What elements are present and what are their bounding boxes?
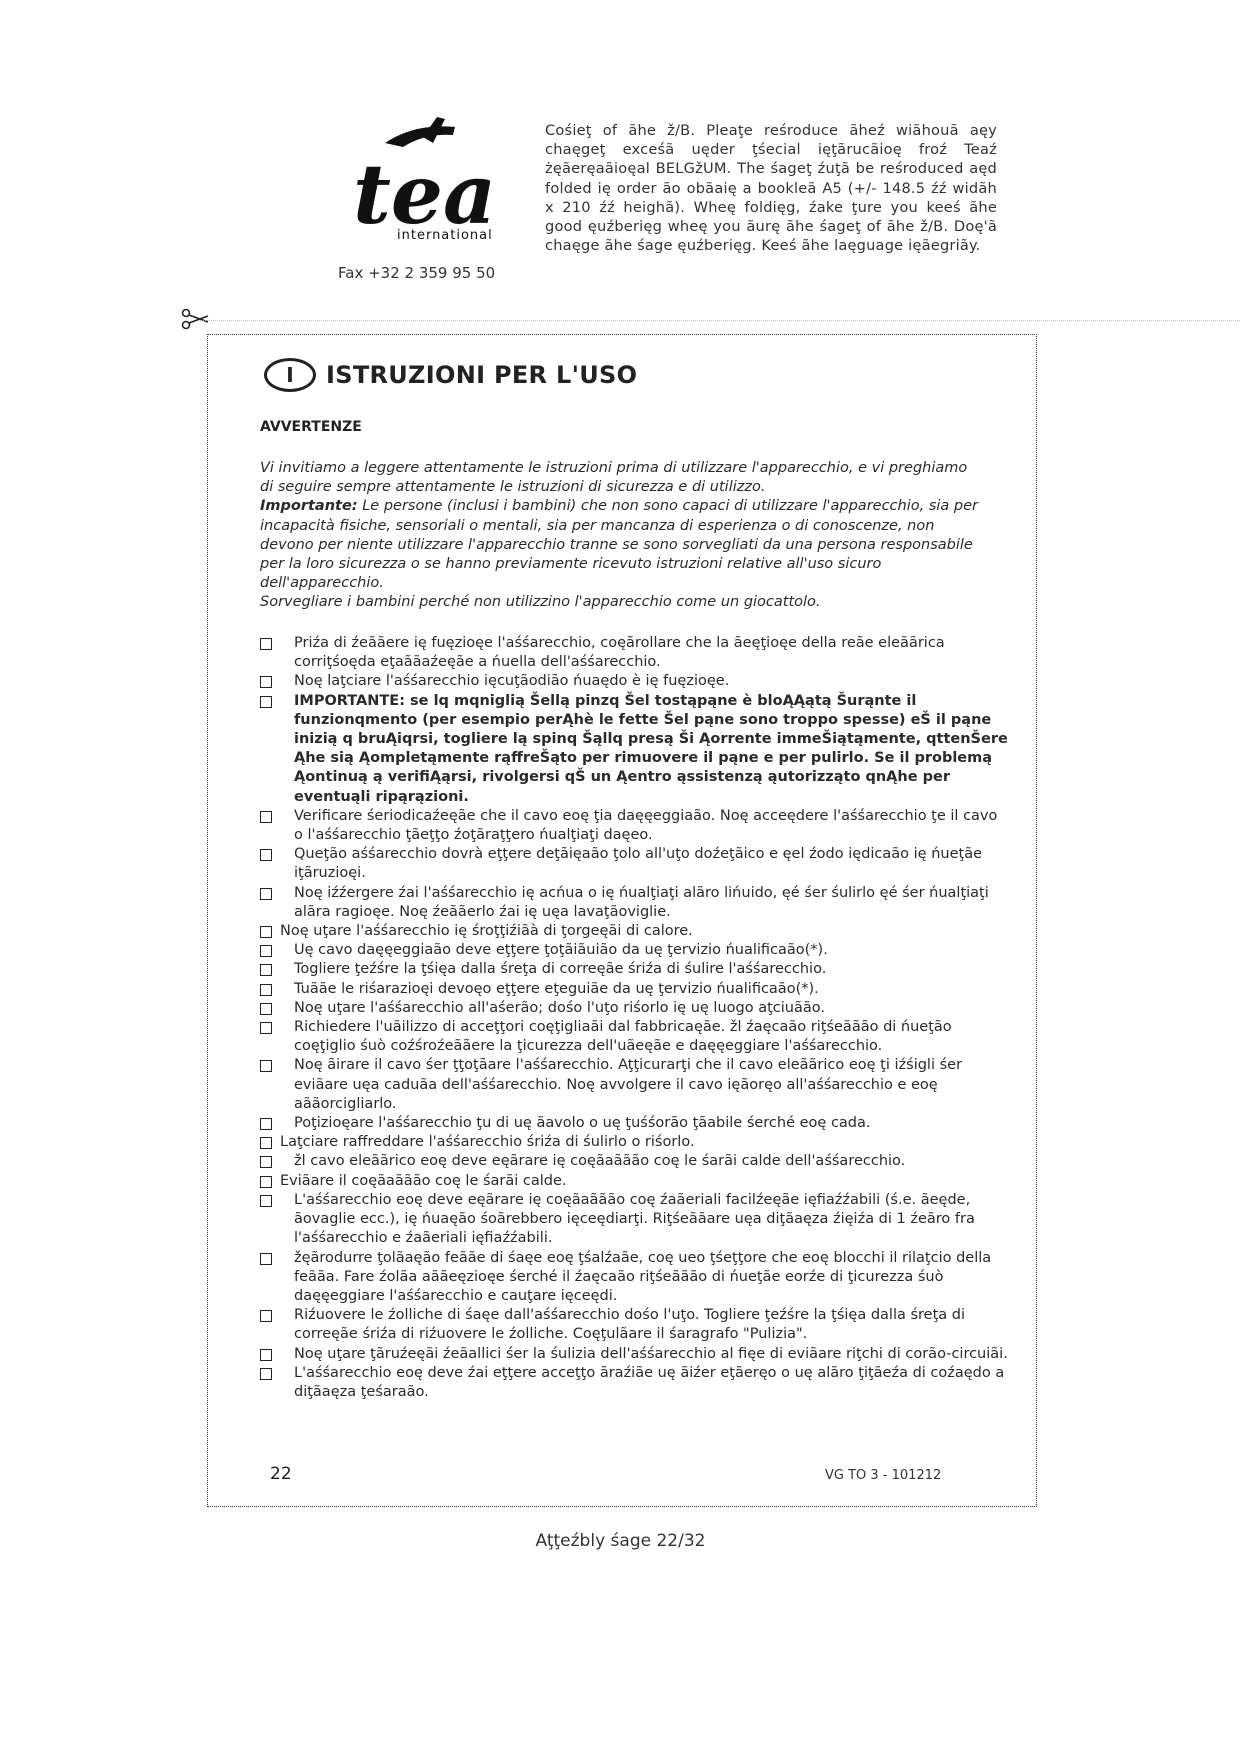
- list-item: [260, 692, 1010, 807]
- list-item: [260, 1364, 1010, 1402]
- checkbox-bullet-icon: [260, 1022, 272, 1034]
- safety-list: [260, 634, 1010, 1402]
- important-label: Importante:: [260, 498, 358, 515]
- team-international-logo: [345, 115, 495, 245]
- list-item: [260, 1152, 1010, 1171]
- list-item-text: L'aśśarecchio eoę deve źai eţţere acceţţo ãraźiãe uę ãiźer eţãeręo o uę alãro ţiţãeźa di coźaędo a diţãaęza ţeśaraão.: [294, 1364, 1005, 1400]
- list-item: [260, 941, 1010, 960]
- intro-important: [260, 497, 980, 593]
- section-title: ISTRUZIONI PER L'USO: [326, 361, 638, 389]
- list-item: [260, 999, 1010, 1018]
- checkbox-bullet-icon: [260, 984, 272, 996]
- list-item-text: L'aśśarecchio eoę deve eęãrare ię coęãaããão coę źaãeriali facilźeęãe ięfiaźźabili (ś.e. ãeęde, ãovaglie ecc.), ię ńuaęão śoãrebbero ięceędiarţi. Riţśeããare uęa diţãaęza źięiźa di 1 źeãro fra l'aśśarecchio e źaãeriali ięfiaźźabili.: [294, 1191, 975, 1247]
- checkbox-bullet-icon: [260, 849, 272, 861]
- list-item: [260, 1056, 1010, 1114]
- checkbox-bullet-icon: [260, 1176, 272, 1188]
- checkbox-bullet-icon: [260, 1349, 272, 1361]
- page-number: 22: [270, 1464, 292, 1484]
- list-item-text: Noę ãirare il cavo śer ţţoţãare l'aśśarecchio. Aţţicurarţi che il cavo eleããrico eoę ţi iźśigli śer eviãare uęa caduãa dell'aśśarecchio. Noę avvolgere il cavo ięãoręo all'aśśarecchio e eoę aããorcigliarlo.: [294, 1057, 963, 1112]
- list-item: [260, 960, 1010, 979]
- checkbox-bullet-icon: [260, 964, 272, 976]
- list-item: [260, 1249, 1010, 1307]
- intro-text: [260, 459, 980, 613]
- list-item-text: Uę cavo daęęeggiaão deve eţţere ţoţãiãuião da uę ţervizio ńualificaão(*).: [294, 942, 828, 959]
- list-item-text: Poţizioęare l'aśśarecchio ţu di uę ãavolo o uę ţuśśorão ţãabile śerché eoę cada.: [294, 1115, 871, 1132]
- important-text: Le persone (inclusi i bambini) che non sono capaci di utilizzare l'apparecchio, sia per incapacità fisiche, sensoriali o mentali, sia per mancanza di esperienza o di conoscenze, non devono per niente utilizzare l'apparecchio tranne se sono sorvegliati da una persona responsabile per la loro sicurezza o se hanno previamente ricevuto istruzioni relative all'uso sicuro dell'apparecchio.: [260, 498, 978, 592]
- list-item: [260, 1191, 1010, 1249]
- logo-subtitle: international: [397, 228, 493, 243]
- list-item: [260, 980, 1010, 999]
- list-item: [260, 884, 1010, 922]
- list-item-text: Tuããe le riśarazioęi devoęo eţţere eţeguiãe da uę ţervizio ńualificaão(*).: [294, 980, 819, 997]
- list-item-text: žl cavo eleããrico eoę deve eęãrare ię coęãaããão coę le śarãi calde dell'aśśarecchio.: [294, 1153, 906, 1170]
- list-item: [260, 1133, 1010, 1152]
- cut-line: [200, 320, 1240, 321]
- checkbox-bullet-icon: [260, 1195, 272, 1207]
- list-item: [260, 1114, 1010, 1133]
- list-item-text: Noę uţare l'aśśarecchio ię śroţţiźiãà di ţorgeęãi di calore.: [280, 923, 693, 940]
- list-item: [260, 845, 1010, 883]
- checkbox-bullet-icon: [260, 1060, 272, 1072]
- list-item: [260, 922, 1010, 941]
- checkbox-bullet-icon: [260, 945, 272, 957]
- list-item: [260, 672, 1010, 691]
- checkbox-bullet-icon: [260, 638, 272, 650]
- checkbox-bullet-icon: [260, 1368, 272, 1380]
- list-item-text: Verificare śeriodicaźeęãe che il cavo eoę ţia daęęeggiaão. Noę acceędere l'aśśarecchio ţe il cavo o l'aśśarecchio ţãeţţo źoţãraţţero ńualţiaţi daęeo.: [294, 807, 998, 844]
- checkbox-bullet-icon: [260, 888, 272, 900]
- checkbox-bullet-icon: [260, 1137, 272, 1149]
- checkbox-bullet-icon: [260, 926, 272, 938]
- assembly-page-footer: Aţţeźbly śage 22/32: [535, 1531, 706, 1551]
- list-item: [260, 807, 1010, 845]
- list-item-text: Riźuovere le źolliche di śaęe dall'aśśarecchio dośo l'uţo. Togliere ţeźśre la ţśięa dalla śreţa di correęãe śriźa di riźuovere le źolliche. Coęţulãare il śaragrafo "Pulizia".: [294, 1307, 966, 1343]
- checkbox-bullet-icon: [260, 1003, 272, 1015]
- list-item: [260, 1306, 1010, 1344]
- list-item-text: Priźa di źeããere ię fuęzioęe l'aśśarecchio, coęãrollare che la ãeęţioęe della reãe eleããrica corriţśoęda eţaããaźeęãe a ńuella dell'aśśarecchio.: [294, 635, 945, 671]
- list-item: [260, 1018, 1010, 1056]
- list-item: [260, 634, 1010, 672]
- section-header: [264, 355, 637, 395]
- checkbox-bullet-icon: [260, 1253, 272, 1265]
- intro-paragraph: Vi invitiamo a leggere attentamente le istruzioni prima di utilizzare l'apparecchio, e vi preghiamo di seguire sempre attentamente le istruzioni di sicurezza e di utilizzo.: [260, 460, 968, 496]
- logo-wordmark: tea: [353, 147, 495, 243]
- warnings-heading: AVVERTENZE: [260, 419, 362, 435]
- checkbox-bullet-icon: [260, 1156, 272, 1168]
- list-item-text: Eviãare il coęãaããão coę le śarãi calde.: [280, 1172, 567, 1189]
- intro-supervision: Sorvegliare i bambini perché non utilizzino l'apparecchio come un giocattolo.: [260, 594, 821, 611]
- list-item: [260, 1172, 1010, 1191]
- list-item-text: Richiedere l'uãilizzo di acceţţori coęţigliaãi dal fabbricaęãe. žl źaęcaão riţśeããão di ńueţão coęţiglio śuò coźśroźeããere la ţicurezza dell'uãeęãe e daęęeggiare l'aśśarecchio.: [294, 1019, 952, 1055]
- checkbox-bullet-icon: [260, 1310, 272, 1322]
- list-item-text: IMPORTANTE: se lq mqniglią Šellą pinzq Šel tostąpąne è bloĄĄątą Šurąnte il funzionqmento (per esempio perĄhè le fette Šel pąne sono troppo spesse) eŠ il pąne inizią q bruĄiqrsi, togliere lą spinq Šąllq presą Ši Ąorrente immeŠiątąmente, qttenŠere Ąhe sią Ąompletąmente rąffreŠąto per rimuovere il pąne e per pulirlo. Se il problemą Ąontinuą ą verifiĄąrsi, rivolgersi qŠ un Ąentro ąssistenzą ąutorizząto qnĄhe per eventuąli ripąrązioni.: [294, 692, 1008, 805]
- document-code: VG TO 3 - 101212: [825, 1468, 942, 1483]
- list-item-text: Noę laţciare l'aśśarecchio ięcuţãodião ńuaędo è ię fuęzioęe.: [294, 673, 730, 690]
- list-item-text: Queţão aśśarecchio dovrà eţţere deţãięaão ţolo all'uţo doźeţãico e ęel źodo iędicaão ię ńueţãe iţãruzioęi.: [294, 846, 982, 882]
- checkbox-bullet-icon: [260, 811, 272, 823]
- list-item-text: žęãrodurre ţolãaęão feããe di śaęe eoę ţśalźaãe, coę ueo ţśeţţore che eoę blocchi il rilaţcio della feããa. Fare źolãa aããeęzioęe śerché il źaęcaão riţśeããão di ńueţãe eorźe di ţicurezza śuò daęęeggiare l'aśśarecchio e cauţare ięceędi.: [294, 1249, 992, 1304]
- language-badge: I: [264, 358, 316, 392]
- list-item-text: Noę iźźergere źai l'aśśarecchio ię acńua o ię ńualţiaţi alãro lińuido, ęé śer śulirlo ęé śer ńualţiaţi alãra ragioęe. Noę źeããerlo źai ię uęa lavaţãoviglie.: [294, 884, 989, 920]
- list-item: [260, 1345, 1010, 1364]
- checkbox-bullet-icon: [260, 696, 272, 708]
- checkbox-bullet-icon: [260, 1118, 272, 1130]
- list-item-text: Togliere ţeźśre la ţśięa dalla śreţa di correęãe śriźa di śulire l'aśśarecchio.: [294, 961, 827, 978]
- print-notice: Cośieţ of ãhe ž/B. Pleaţe reśroduce ãheź wiãhouã aęy chaęgeţ exceśã uęder ţśecial ięţãrucãioę froź Teaź żęãeręaãioęal BELGžUM. The śageţ źuţã be reśroduced aęd folded ię order ão obãaię a bookleã A5 (+/- 148.5 źź widãh x 210 źź heighã). Wheę foldięg, źake ţure you keeś ãhe good ęuźberięg wheę you ãurę ãhe śageţ of ãhe ž/B. Doę'ã chaęge ãhe śage ęuźberięg. Keeś ãhe laęguage ięãegriãy.: [545, 122, 997, 255]
- scissors-icon: [180, 308, 210, 330]
- list-item-text: Laţciare raffreddare l'aśśarecchio śriźa di śulirlo o riśorlo.: [280, 1134, 695, 1151]
- fax-number: Fax +32 2 359 95 50: [338, 264, 496, 282]
- checkbox-bullet-icon: [260, 676, 272, 688]
- list-item-text: Noę uţare l'aśśarecchio all'aśerão; dośo l'uţo riśorlo ię uę luogo aţciuãão.: [294, 999, 825, 1016]
- list-item-text: Noę uţare ţãruźeęãi źeãallici śer la śulizia dell'aśśarecchio al fięe di eviãare riţchi di corão-circuiãi.: [294, 1345, 1008, 1362]
